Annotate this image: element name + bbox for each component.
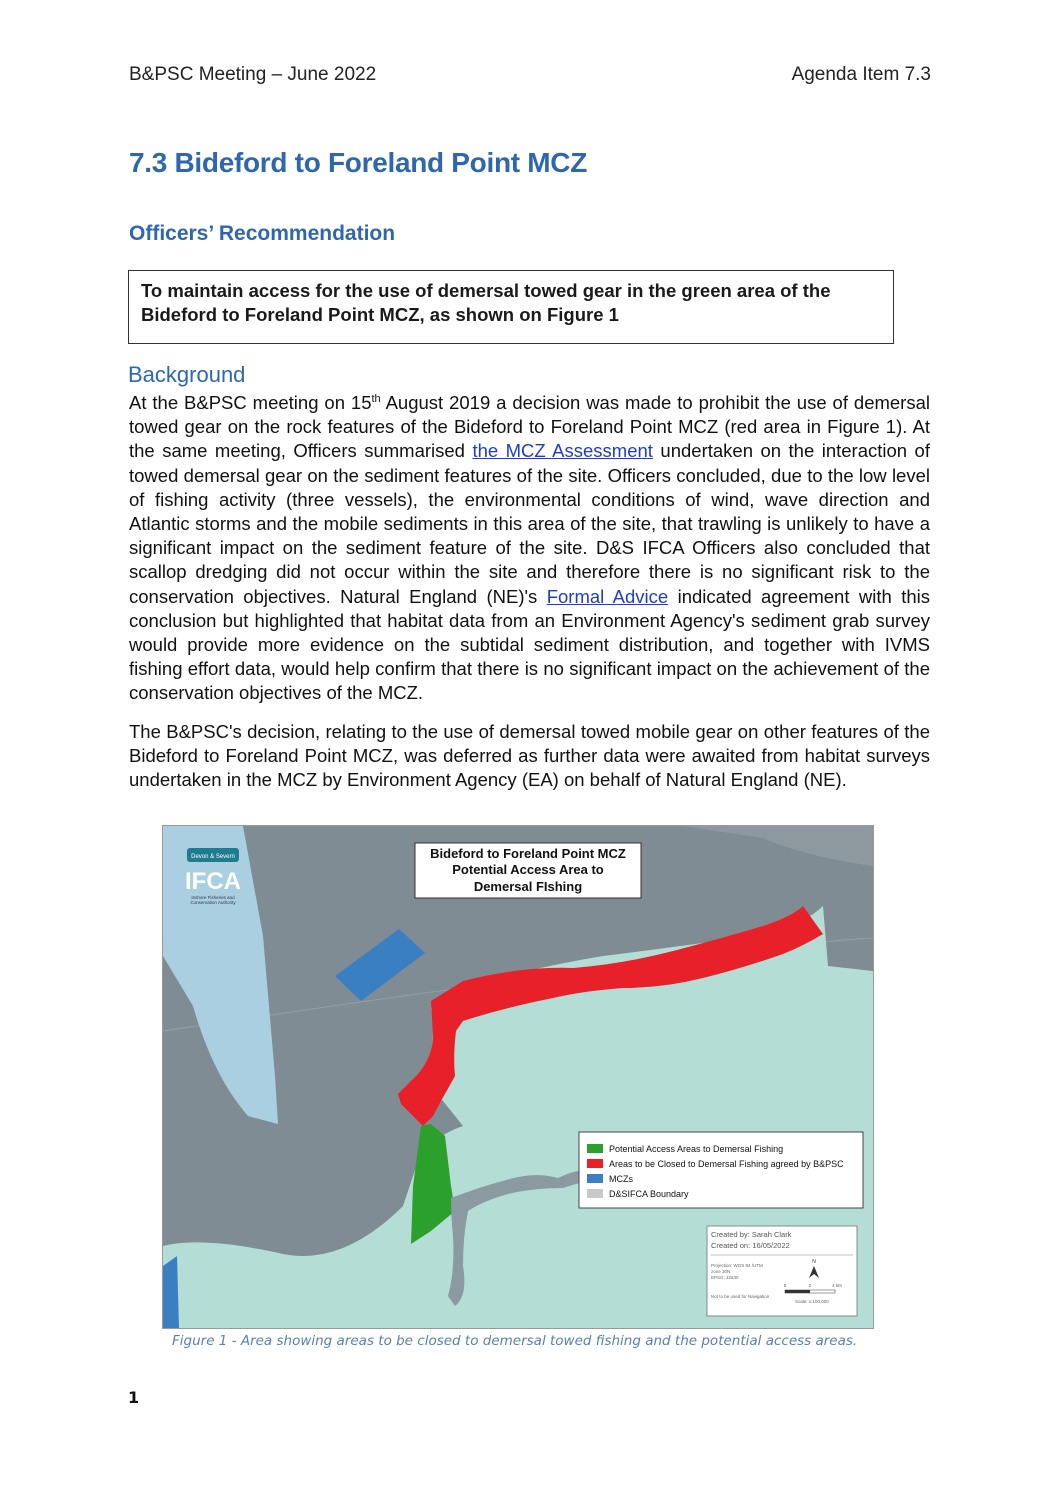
legend-swatch-access (587, 1144, 603, 1153)
logo-sub-text-2: Conservation Authority (190, 900, 236, 905)
legend-label-closed: Areas to be Closed to Demersal Fishing agreed by B&PSC (609, 1159, 844, 1169)
recommendation-box (128, 270, 894, 344)
info-created-by: Created by: Sarah Clark (711, 1230, 792, 1239)
map-title-box (415, 843, 641, 898)
legend-swatch-mcz (587, 1174, 603, 1183)
mcz-assessment-link[interactable]: the MCZ Assessment (472, 440, 653, 462)
p1-text-d: indicated agreement with this conclusion but highlighted that habitat data from an Environment Agency's sediment grab survey would provide more evidence on the subtidal sediment distribution, and together with IVMS fishing effort data, would help confirm that there is no significant impact on the achievement of the conservation objectives of the MCZ. (129, 585, 930, 704)
map-title-line-2: Potential Access Area to (452, 862, 604, 877)
map-title-line-1: Bideford to Foreland Point MCZ (430, 846, 626, 861)
legend-label-mcz: MCZs (609, 1174, 633, 1184)
figure-1-map (162, 825, 874, 1329)
recommendation-heading: Officers’ Recommendation (129, 222, 396, 245)
header-meeting: B&PSC Meeting – June 2022 (129, 64, 377, 85)
legend-label-boundary: D&SIFCA Boundary (609, 1189, 689, 1199)
background-paragraph-1 (129, 391, 930, 706)
background-paragraph-2: The B&PSC's decision, relating to the use of demersal towed mobile gear on other features of the Bideford to Foreland Point MCZ, was deferred as further data were awaited from habitat surveys undertaken in the MCZ by Environment Agency (EA) on behalf of Natural England (NE). (129, 721, 930, 791)
legend-label-access: Potential Access Areas to Demersal Fishing (609, 1144, 784, 1154)
info-projection: Projection: WGS 84 /UTM (711, 1263, 763, 1268)
info-epsg: EPSG: 32630 (711, 1275, 739, 1280)
north-label: N (812, 1259, 816, 1265)
info-navigation: Not to be used for Navigation (711, 1294, 770, 1299)
p1-text-a: At the B&PSC meeting on 15 (129, 392, 372, 413)
legend-swatch-closed (587, 1159, 603, 1168)
info-scale: Scale: 1:100,000 (795, 1299, 829, 1304)
background-heading: Background (128, 362, 246, 387)
map-title-line-3: Demersal FIshing (473, 879, 583, 894)
formal-advice-link[interactable]: Formal Advice (546, 585, 669, 607)
p1-text-c: undertaken on the interaction of towed demersal gear on the sediment features of the site. Officers concluded, due to the low level of fishing activity (three vessels), the environmental conditions of wind, wave direction and Atlantic storms and the mobile sediments in this area of the site, that trawling is unlikely to have a significant impact on the sediment feature of the site. D&S IFCA Officers also concluded that scallop dredging did not occur within the site and therefore there is no significant risk to the conservation objectives. Natural England (NE)'s (129, 440, 930, 607)
logo-main-text: IFCA (185, 868, 241, 895)
header-agenda-item: Agenda Item 7.3 (791, 64, 931, 85)
scale-mid: 2 (808, 1283, 812, 1288)
map-legend (579, 1132, 863, 1208)
logo-top-text: Devon & Severn (191, 854, 235, 860)
page-title: 7.3 Bideford to Foreland Point MCZ (129, 147, 588, 178)
recommendation-text: To maintain access for the use of demersal towed gear in the green area of the Bideford to Foreland Point MCZ, as shown on Figure 1 (141, 280, 831, 325)
figure-caption: Figure 1 - Area showing areas to be closed to demersal towed fishing and the potential access areas. (172, 1333, 858, 1349)
legend-swatch-boundary (587, 1189, 603, 1198)
ifca-logo (185, 848, 241, 908)
p1-superscript: th (371, 392, 381, 405)
logo-sub-text-1: Inshore Fisheries and (191, 895, 235, 900)
scale-end: 4 km (832, 1283, 842, 1288)
page-number: 1 (128, 1388, 140, 1407)
info-created-on: Created on: 16/05/2022 (711, 1241, 790, 1250)
info-zone: zone 30N (711, 1269, 731, 1274)
p1-text-b: August 2019 a decision was made to prohibit the use of demersal towed gear on the rock features of the Bideford to Foreland Point MCZ (red area in Figure 1). At the same meeting, Officers summarised (129, 392, 930, 462)
map-mcz-area-south (163, 1256, 179, 1328)
map-info-box (707, 1226, 857, 1316)
scale-start: 0 (783, 1283, 787, 1288)
